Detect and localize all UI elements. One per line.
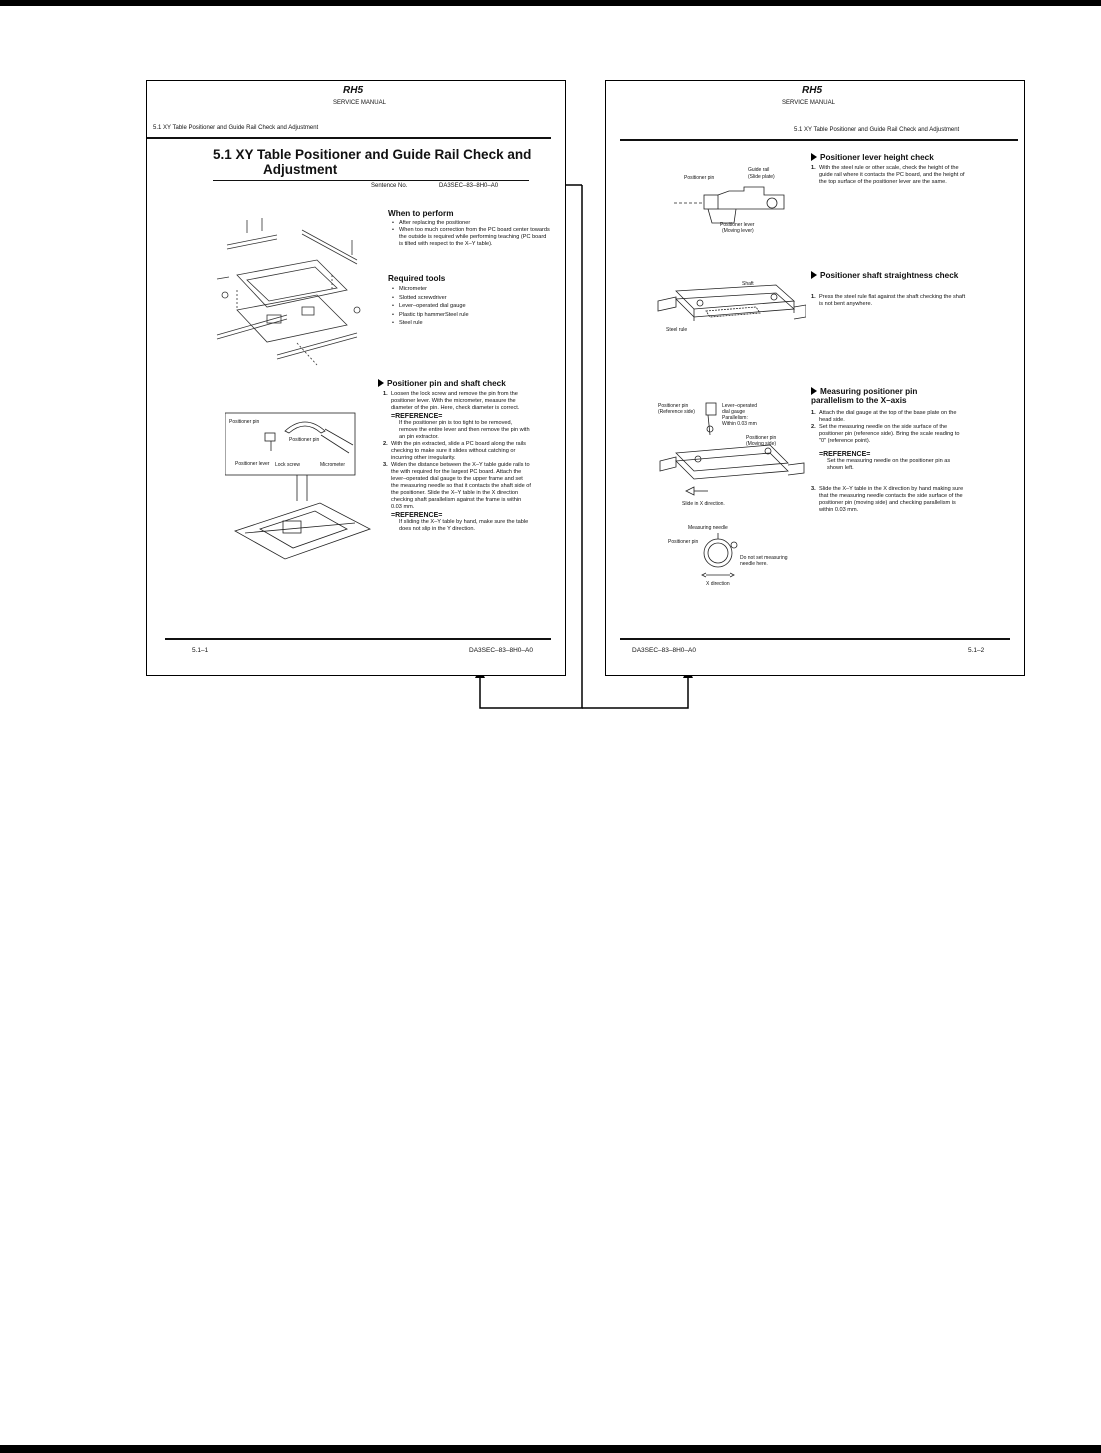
list-item: 1. Loosen the lock screw and remove the pin from the positioner lever. With the micrometer, measure the diameter of the pin. Here, check diameter is correct. =REFERENCE= If the positioner pin is too tight to be removed, remove the entire lever and then remove the pin with an pin extractor. <box>383 391 530 440</box>
list-item: 2. Set the measuring needle on the side surface of the positioner pin (reference side). Bring the scale reading to "0" (reference point). =REFERENCE= Set the measuring needle on the positioner pin as shown left. <box>811 424 967 472</box>
lever-height-heading: Positioner lever height check <box>811 153 934 162</box>
list-item: 3. Slide the X–Y table in the X direction by hand making sure that the measuring needle contacts the side surface of the positioner pin (moving side) and checking parallelism is within 0.03 mm. <box>811 486 964 513</box>
pin-reference-side-label: (Reference side) <box>658 409 695 415</box>
bottom-edge-bar <box>0 1445 1101 1453</box>
slide-plate-label: (Slide plate) <box>748 174 775 180</box>
document-code: DA3SEC–83–8H0–A0 <box>632 647 696 654</box>
reference-text: Set the measuring needle on the positioner pin as shown left. <box>827 458 951 471</box>
reference-heading: =REFERENCE= <box>819 451 871 458</box>
shaft-straightness-heading: Positioner shaft straightness check <box>811 271 961 280</box>
manual-page-left <box>146 80 566 676</box>
title-rule <box>213 180 529 181</box>
page-title: 5.1 XY Table Positioner and Guide Rail Check and <box>213 147 532 162</box>
reference-heading: =REFERENCE= <box>391 512 443 519</box>
document-code: DA3SEC–83–8H0–A0 <box>469 647 533 654</box>
page-number: 5.1–2 <box>968 647 985 654</box>
page-number: 5.1–1 <box>192 647 209 654</box>
section-header: 5.1 XY Table Positioner and Guide Rail Check and Adjustment <box>153 125 319 131</box>
lever-height-steps <box>811 165 967 186</box>
pin-parallelism-steps <box>811 410 967 514</box>
when-list <box>391 220 551 248</box>
list-item: • After replacing the positioner <box>391 220 551 227</box>
triangle-bullet-icon <box>811 271 817 279</box>
header-rule <box>620 139 1018 141</box>
lock-screw-label: Lock screw <box>275 462 301 468</box>
pin-shaft-steps <box>383 391 531 533</box>
list-item: 2. With the pin extracted, slide a PC board along the rails checking to make sure it slides without catching or incurring other irregularity. <box>383 441 526 461</box>
pin-shaft-check-heading: Positioner pin and shaft check <box>378 379 506 388</box>
lever-gauge-label: Lever–operated <box>722 403 758 409</box>
do-not-set-label: Do not set measuring <box>740 555 788 561</box>
list-item: • Slotted screwdriver <box>391 294 551 303</box>
within-tolerance-label: Within 0.03 mm <box>722 421 757 427</box>
list-item: 1. With the steel rule or other scale, check the height of the guide rail where it contacts the PC board, and the height of the top surface of the positioner lever are the same. <box>811 165 965 185</box>
measuring-needle-label: Measuring needle <box>688 525 728 531</box>
positioner-pin-label: Positioner pin <box>289 437 320 443</box>
pin-parallelism-illustration <box>658 399 808 519</box>
pin-moving-side-label: (Moving side) <box>746 441 777 447</box>
section-header: 5.1 XY Table Positioner and Guide Rail Check and Adjustment <box>794 127 960 133</box>
shaft-label: Shaft <box>742 281 754 287</box>
positioner-pin-label: Positioner pin <box>229 419 260 425</box>
shaft-straightness-illustration <box>656 277 806 342</box>
moving-lever-label: (Moving lever) <box>722 228 754 233</box>
list-item: 1. Press the steel rule flat against the shaft checking the shaft is not bent anywhere. <box>811 294 966 307</box>
tools-list <box>391 285 551 328</box>
do-not-set-label-2: needle here. <box>740 561 768 567</box>
dial-gauge-label: dial gauge <box>722 409 746 415</box>
parallelism-label: Parallelism: <box>722 415 748 421</box>
manual-label: SERVICE MANUAL <box>333 100 386 106</box>
brand-name: RH5 <box>802 85 823 96</box>
sentence-number: DA3SEC–83–8H0–A0 <box>439 183 499 189</box>
triangle-bullet-icon <box>811 387 817 395</box>
pin-moving-label: Positioner pin <box>746 435 777 441</box>
steel-rule-label: Steel rule <box>666 327 688 333</box>
pin-reference-label: Positioner pin <box>658 403 689 409</box>
page-title-line2: Adjustment <box>263 162 338 177</box>
guide-rail-label: Guide rail <box>748 167 770 173</box>
list-item: 3. Widen the distance between the X–Y table guide rails to the with required for the largest PC board. Attach the lever–operated dial gauge to the upper frame and set the measuring needle so that it contacts the shaft side of the positioner. Slide the X–Y table in the X direction checking shaft parallelism against the frame is within 0.03 mm. =REFERENCE= If sliding the X–Y table by hand, make sure the table does not slip in the Y direction. <box>383 462 531 532</box>
slide-x-label: Slide in X direction. <box>682 501 725 507</box>
xy-table-exploded-illustration <box>207 215 377 375</box>
positioner-pin-label: Positioner pin <box>684 175 715 181</box>
manual-label: SERVICE MANUAL <box>782 100 835 106</box>
list-item: • Micrometer <box>391 285 551 294</box>
reference-heading: =REFERENCE= <box>391 413 443 420</box>
triangle-bullet-icon <box>378 379 384 387</box>
positioner-lever-label: Positioner lever <box>720 222 755 228</box>
sentence-label: Sentence No. <box>371 183 408 189</box>
shaft-straightness-steps <box>811 294 967 308</box>
list-item: 1. Attach the dial gauge at the top of the base plate on the head side. <box>811 410 957 423</box>
list-item: • Steel rule <box>391 319 551 328</box>
footer-rule <box>165 638 551 640</box>
manual-page-right <box>605 80 1025 676</box>
micrometer-label: Micrometer <box>320 462 346 468</box>
measuring-needle-illustration <box>668 523 808 593</box>
header-rule <box>147 137 551 139</box>
list-item: • Plastic tip hammerSteel rule <box>391 311 551 320</box>
reference-text: If the positioner pin is too tight to be removed, remove the entire lever and then remove the pin with an pin extractor. <box>399 420 530 440</box>
triangle-bullet-icon <box>811 153 817 161</box>
when-heading: When to perform <box>388 209 454 218</box>
x-direction-label: X direction <box>706 581 730 587</box>
brand-name: RH5 <box>343 85 364 96</box>
positioner-pin-illustration <box>225 411 375 561</box>
footer-rule <box>620 638 1010 640</box>
pin-parallelism-heading: Measuring positioner pin parallelism to the X–axis <box>811 387 918 405</box>
lever-height-illustration <box>674 163 804 233</box>
list-item: • When too much correction from the PC board center towards the outside is required while performing teaching (PC board is tilted with respect to the X–Y table). <box>391 227 551 248</box>
positioner-pin-label: Positioner pin <box>668 539 699 545</box>
positioner-lever-label: Positioner lever <box>235 461 270 467</box>
tools-heading: Required tools <box>388 274 446 283</box>
reference-text: If sliding the X–Y table by hand, make sure the table does not slip in the Y direction. <box>399 519 529 532</box>
list-item: • Lever–operated dial gauge <box>391 302 551 311</box>
